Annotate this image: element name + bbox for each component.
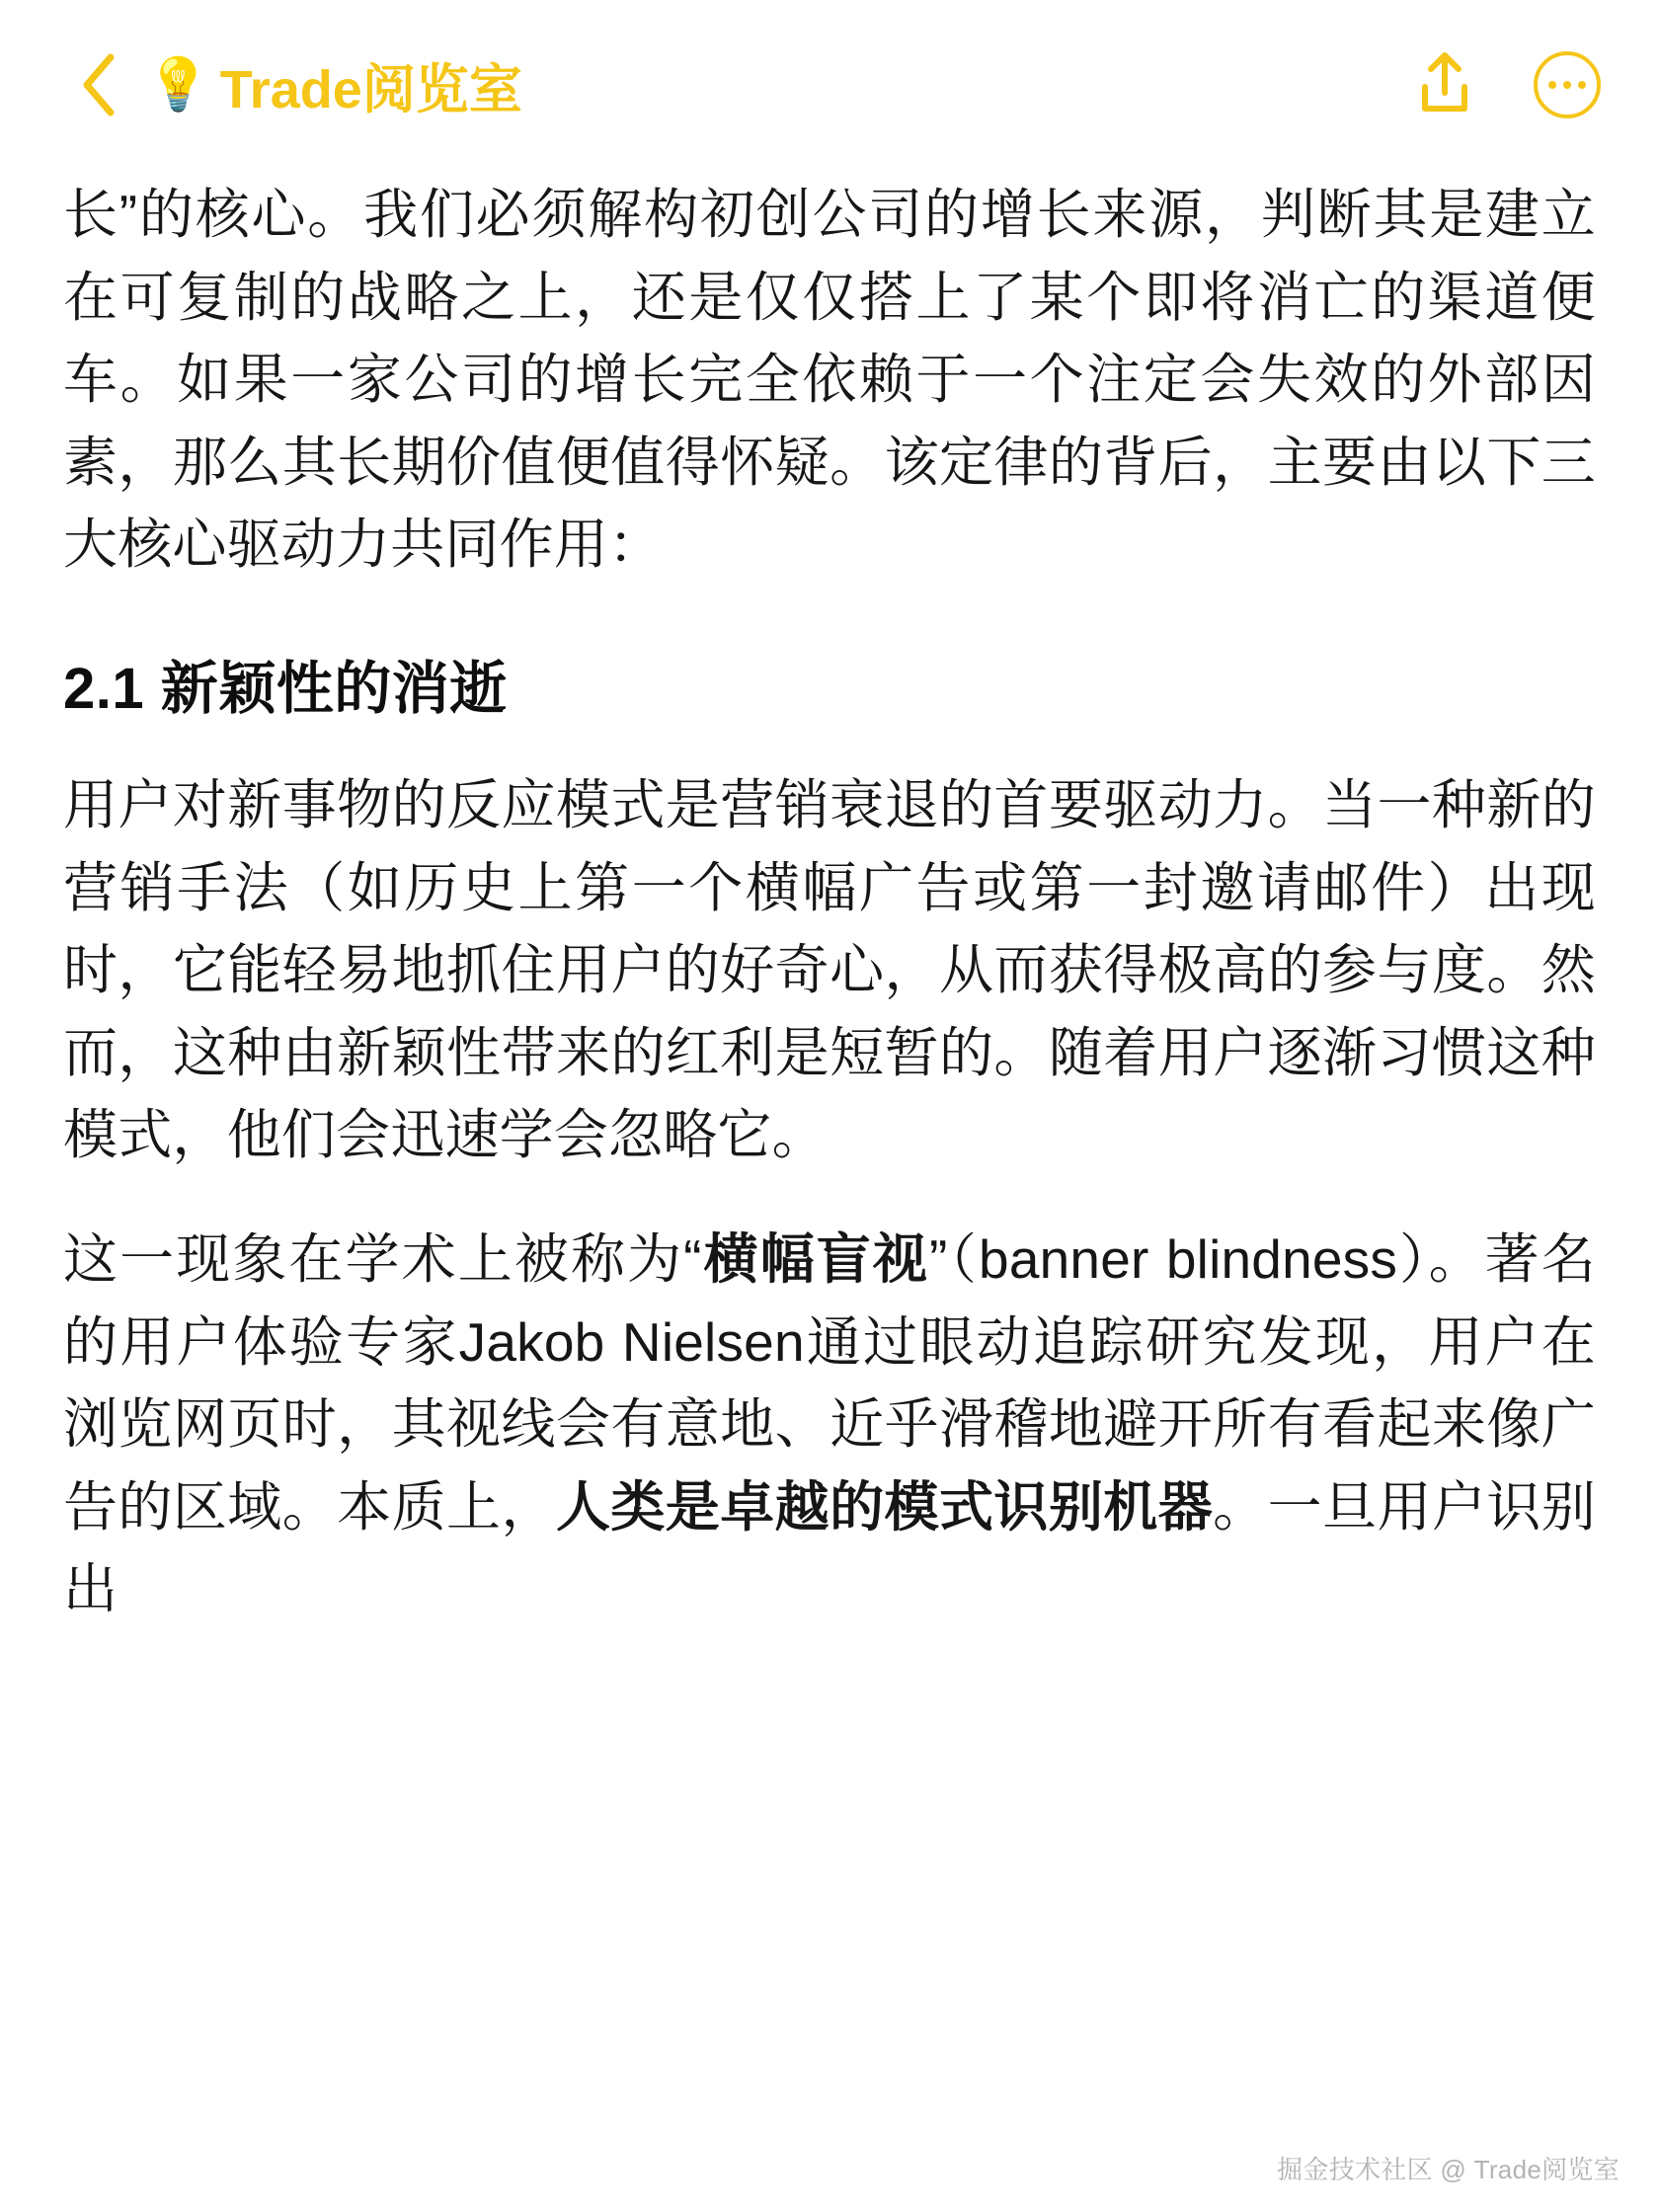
dot [1578, 81, 1586, 89]
share-button[interactable] [1410, 50, 1479, 119]
emphasis-pattern-machine: 人类是卓越的模式识别机器 [555, 1475, 1214, 1538]
share-upload-icon [1414, 49, 1475, 121]
more-options-icon [1534, 51, 1601, 118]
text-run: 。一旦用户识别出 [63, 1475, 1596, 1620]
lightbulb-icon: 💡 [146, 56, 210, 114]
chevron-left-icon [79, 52, 117, 118]
paragraph-banner-blindness [63, 1219, 1596, 1631]
emphasis-banner-blindness: 横幅盲视 [701, 1227, 930, 1290]
paragraph-intro: 长”的核心。我们必须解构初创公司的增长来源，判断其是建立在可复制的战略之上，还是仅仅搭上了某个即将消亡的渠道便车。如果一家公司的增长完全依赖于一个注定会失效的外部因素，那么其长期价值便值得怀疑。该定律的背后，主要由以下三大核心驱动力共同作用： [63, 184, 1596, 576]
dot [1563, 81, 1571, 89]
back-button[interactable] [71, 49, 124, 120]
text-run: ”（banner blindness）。著名的用户体验专家Jakob Nielsen通过眼动追踪研究发现，用户在浏览网页时，其视线会有意地、近乎滑稽地避开所有看起来像广告的区域。本质上， [63, 1227, 1596, 1538]
app-header [0, 0, 1659, 170]
article-content [0, 174, 1659, 1631]
more-options-button[interactable] [1533, 50, 1602, 119]
page-title: Trade阅览室 [219, 59, 522, 119]
header-actions [1410, 50, 1602, 119]
section-heading-2-1: 2.1 新颖性的消逝 [63, 656, 508, 721]
paragraph-novelty: 用户对新事物的反应模式是营销衰退的首要驱动力。当一种新的营销手法（如历史上第一个横幅广告或第一封邀请邮件）出现时，它能轻易地抓住用户的好奇心，从而获得极高的参与度。然而，这种由新颖性带来的红利是短暂的。随着用户逐渐习惯这种模式，他们会迅速学会忽略它。 [63, 773, 1596, 1166]
dot [1548, 81, 1556, 89]
watermark: 掘金技术社区 @ Trade阅览室 [1277, 2155, 1620, 2184]
text-run: 这一现象在学术上被称为“ [63, 1227, 702, 1290]
app-title-group [146, 47, 1410, 123]
